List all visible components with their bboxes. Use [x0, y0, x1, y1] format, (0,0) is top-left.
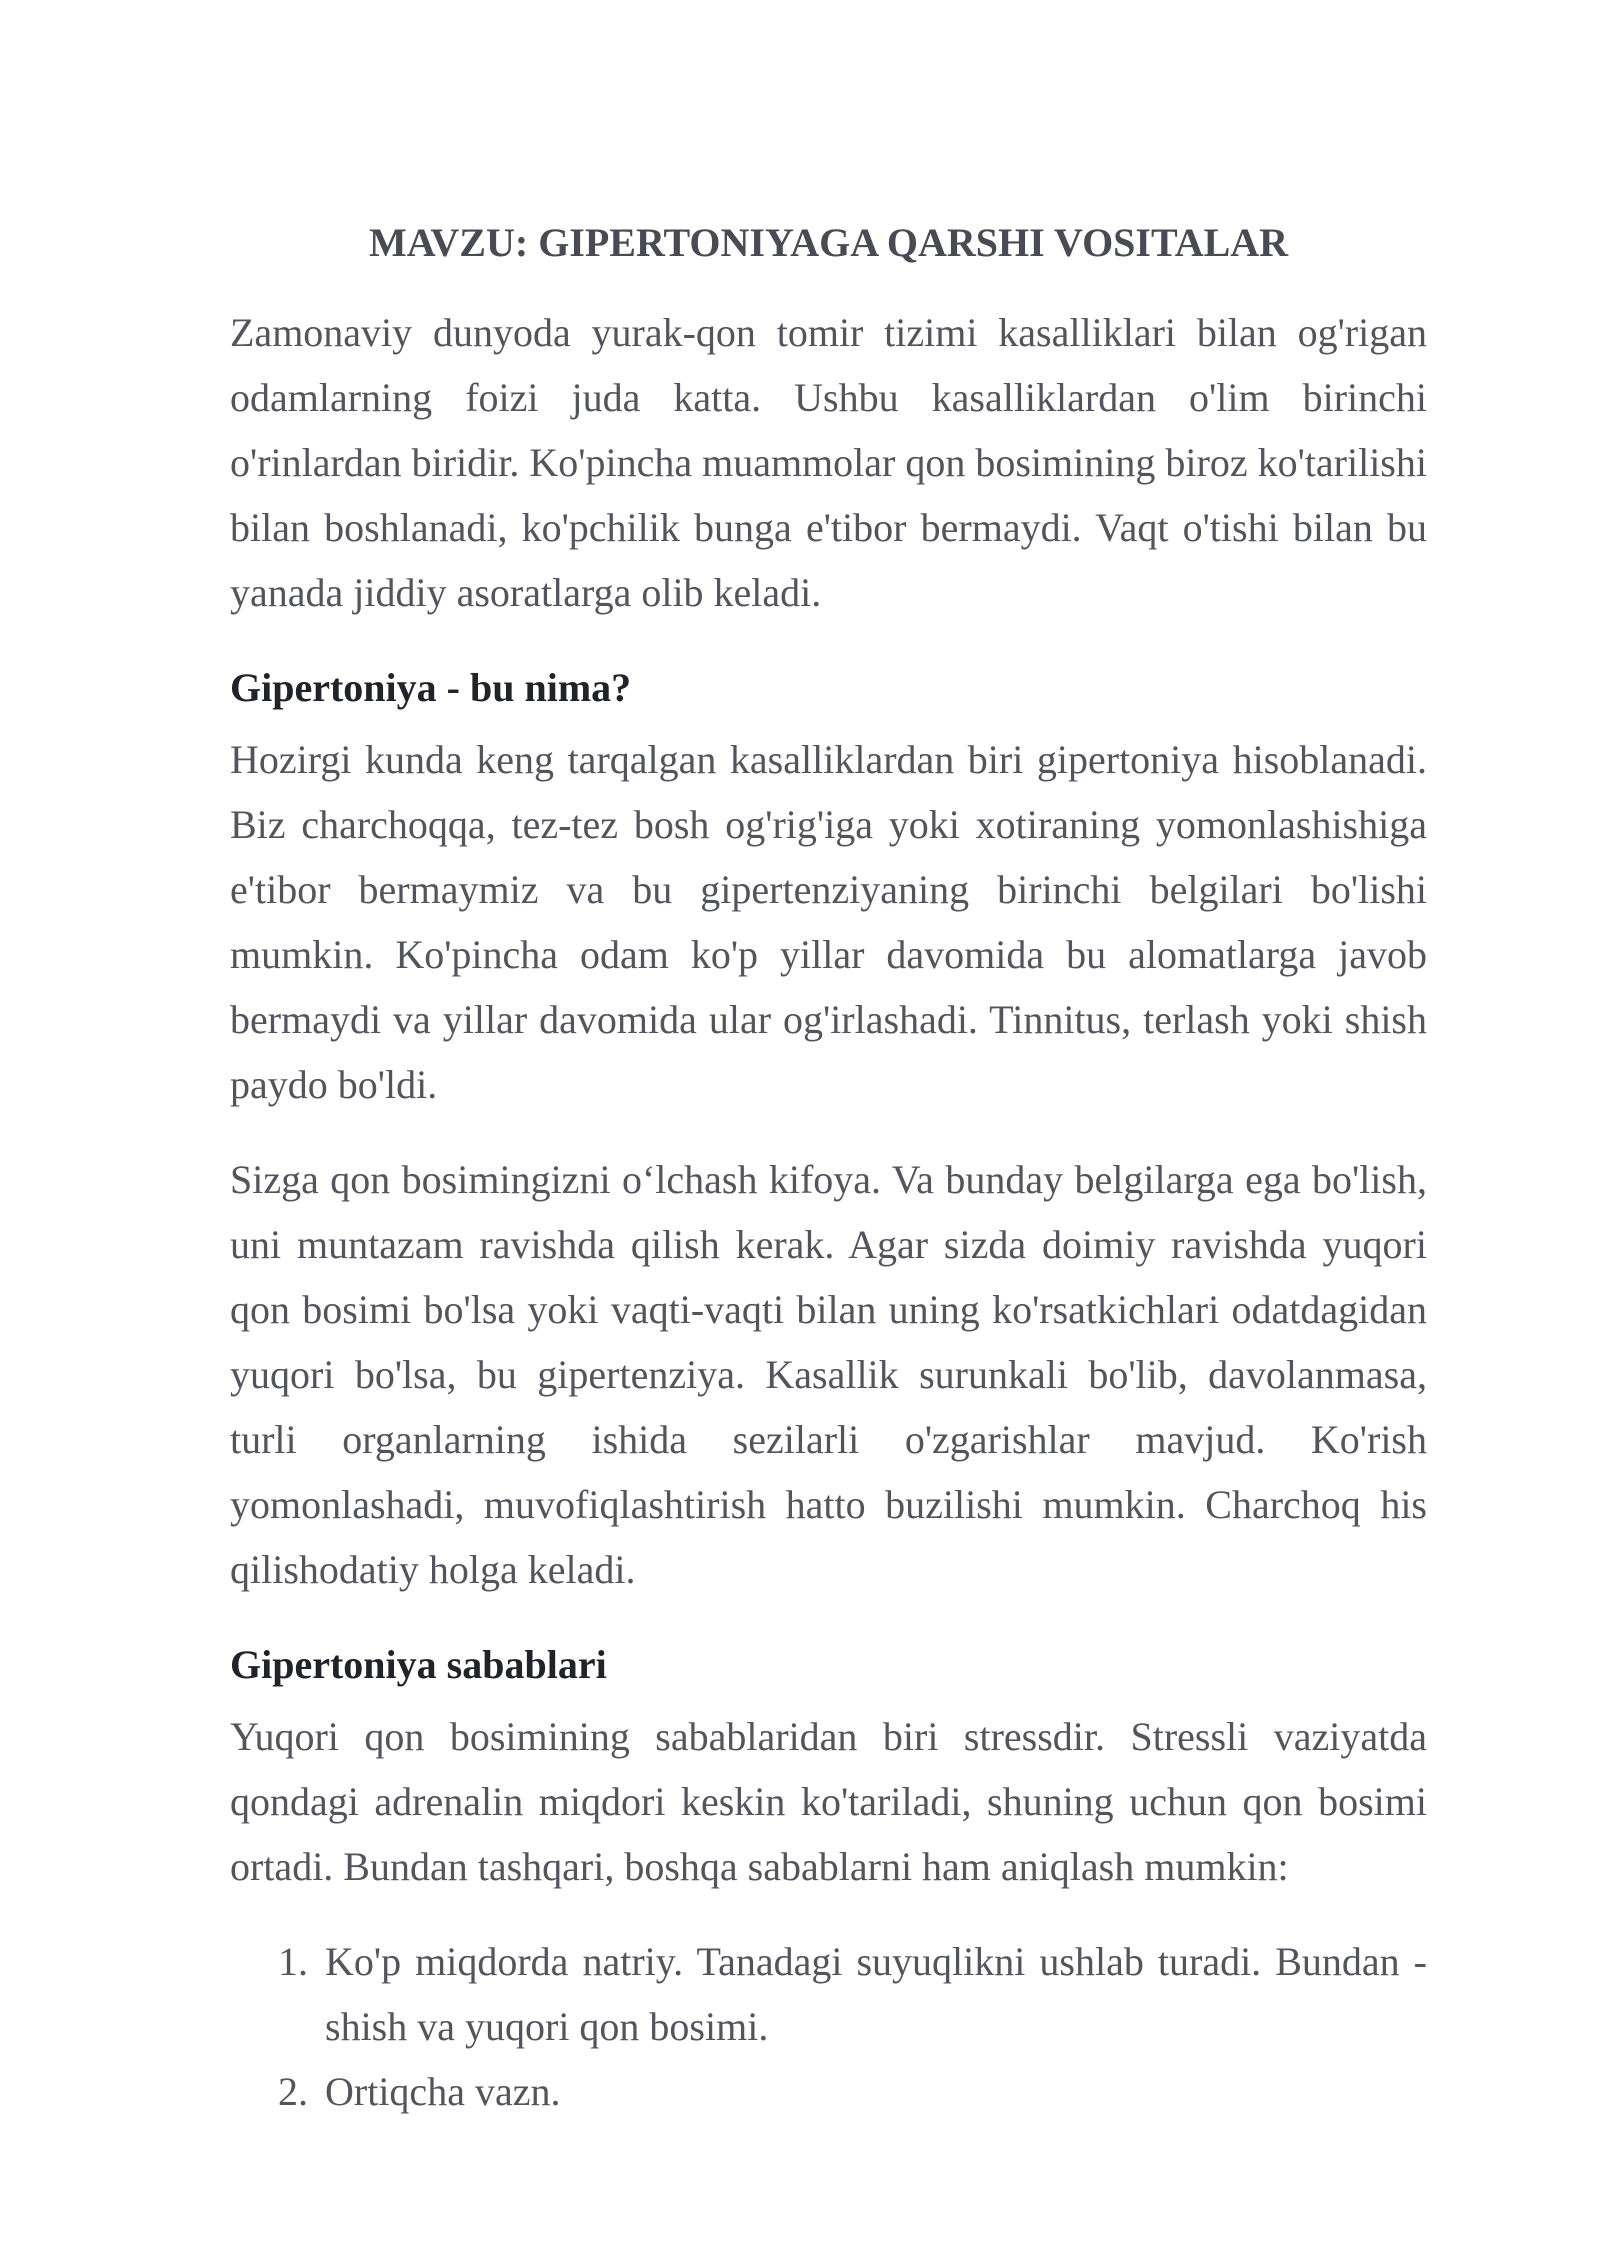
list-item-number: 1.: [278, 1939, 308, 1984]
intro-paragraph: Zamonaviy dunyoda yurak-qon tomir tizimi kasalliklari bilan og'rigan odamlarning foizi juda katta. Ushbu kasalliklardan o'lim birinchi o'rinlardan biridir. Ko'pincha muammolar qon bosimining biroz ko'tarilishi bilan boshlanadi, ko'pchilik bunga e'tibor bermaydi. Vaqt o'tishi bilan bu yanada jiddiy asoratlarga olib keladi.: [230, 310, 1427, 615]
causes-numbered-list: [230, 1929, 1427, 2124]
section-heading-hypertension-causes: Gipertoniya sabablari: [230, 1642, 607, 1687]
paragraph-blood-pressure-measurement: Sizga qon bosimingizni oʻlchash kifoya. Va bunday belgilarga ega bo'lish, uni muntazam ravishda qilish kerak. Agar sizda doimiy ravishda yuqori qon bosimi bo'lsa yoki vaqti-vaqti bilan uning ko'rsatkichlari odatdagidan yuqori bo'lsa, bu gipertenziya. Kasallik surunkali bo'lib, davolanmasa, turli organlarning ishida sezilarli o'zgarishlar mavjud. Ko'rish yomonlashadi, muvofiqlashtirish hatto buzilishi mumkin. Charchoq his qilishodatiy holga keladi.: [230, 1157, 1427, 1592]
list-item-sodium: [230, 1929, 1427, 2059]
list-item-number: 2.: [278, 2069, 308, 2114]
list-item-text: Ko'p miqdorda natriy. Tanadagi suyuqlikni ushlab turadi. Bundan - shish va yuqori qon bosimi.: [325, 1939, 1427, 2049]
list-item-text: Ortiqcha vazn.: [325, 2069, 561, 2114]
document-title: MAVZU: GIPERTONIYAGA QARSHI VOSITALAR: [368, 220, 1289, 265]
paragraph-hypertension-description: Hozirgi kunda keng tarqalgan kasalliklardan biri gipertoniya hisoblanadi. Biz charchoqqa, tez-tez bosh og'rig'iga yoki xotiraning yomonlashishiga e'tibor bermaymiz va bu gipertenziyaning birinchi belgilari bo'lishi mumkin. Ko'pincha odam ko'p yillar davomida bu alomatlarga javob bermaydi va yillar davomida ular og'irlashadi. Tinnitus, terlash yoki shish paydo bo'ldi.: [230, 737, 1427, 1107]
paragraph-causes-intro: Yuqori qon bosimining sabablaridan biri stressdir. Stressli vaziyatda qondagi adrenalin miqdori keskin ko'tariladi, shuning uchun qon bosimi ortadi. Bundan tashqari, boshqa sabablarni ham aniqlash mumkin:: [230, 1714, 1427, 1889]
list-item-overweight: [230, 2059, 1427, 2124]
section-heading-what-is-hypertension: Gipertoniya - bu nima?: [230, 665, 632, 710]
